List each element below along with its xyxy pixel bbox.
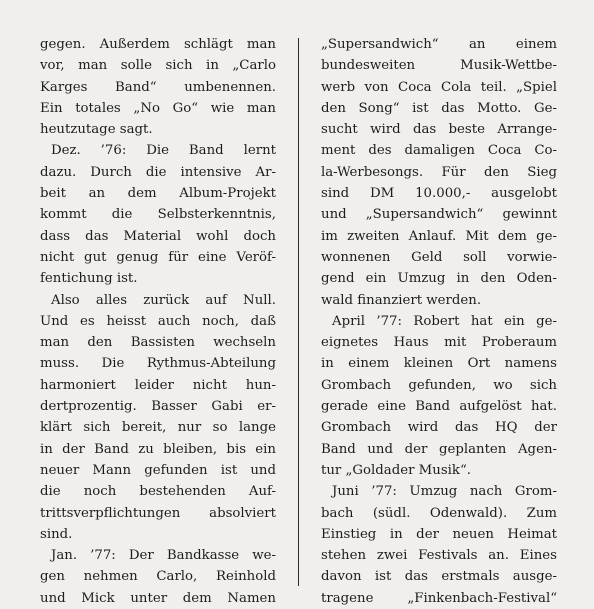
text-line: davon ist das erstmals ausge- <box>321 569 557 585</box>
text-line: fentichung ist. <box>40 271 138 287</box>
text-line: die noch bestehenden Auf- <box>40 484 276 500</box>
text-line: harmoniert leider nicht hun- <box>40 377 276 393</box>
text-line: werb von Coca Cola teil. „Spiel <box>321 79 557 95</box>
left-text-column <box>40 34 276 609</box>
text-line: wonnenen Geld soll vorwie- <box>321 249 557 265</box>
text-line: stehen zwei Festivals an. Eines <box>321 548 557 564</box>
text-line: Karges Band“ umbenennen. <box>40 79 276 95</box>
text-line: Dez. ’76: Die Band lernt <box>51 143 276 159</box>
text-line: bundesweiten Musik-Wettbe- <box>321 58 557 74</box>
text-line: dass das Material wohl doch <box>40 228 276 244</box>
text-line: neuer Mann gefunden ist und <box>40 462 276 478</box>
text-line: vor, man solle sich in „Carlo <box>40 58 276 74</box>
text-line: sind DM 10.000,- ausgelobt <box>321 186 557 202</box>
text-line: im zweiten Anlauf. Mit dem ge- <box>321 228 557 244</box>
text-line: tragene „Finkenbach-Festival“ <box>321 590 557 606</box>
text-line: muss. Die Rythmus-Abteilung <box>40 356 276 372</box>
text-line: Grombach wird das HQ der <box>321 420 557 436</box>
text-line: Also alles zurück auf Null. <box>51 292 276 308</box>
text-line: und „Supersandwich“ gewinnt <box>321 207 557 223</box>
text-line: klärt sich bereit, nur so lange <box>40 420 276 436</box>
text-line: eignetes Haus mit Proberaum <box>321 335 557 351</box>
text-line: man den Bassisten wechseln <box>40 335 276 351</box>
text-line: Band und der geplanten Agen- <box>321 441 557 457</box>
text-line: sucht wird das beste Arrange- <box>321 122 557 138</box>
text-line: Jan. ’77: Der Bandkasse we- <box>51 548 276 564</box>
text-line: ment des damaligen Coca Co- <box>321 143 557 159</box>
text-line: den Song“ ist das Motto. Ge- <box>321 100 557 116</box>
text-line: nicht gut genug für eine Veröf- <box>40 249 276 265</box>
text-line: dertprozentig. Basser Gabi er- <box>40 399 276 415</box>
text-line: kommt die Selbsterkenntnis, <box>40 207 276 223</box>
right-text-column <box>321 34 557 609</box>
text-line: Grombach gefunden, wo sich <box>321 377 557 393</box>
text-line: tur „Goldader Musik“. <box>321 462 471 478</box>
text-line: heutzutage sagt. <box>40 122 153 138</box>
text-line: bach (südl. Odenwald). Zum <box>321 505 557 521</box>
text-line: wald finanziert werden. <box>321 292 482 308</box>
text-line: April ’77: Robert hat ein ge- <box>332 313 557 329</box>
text-line: trittsverpflichtungen absolviert <box>40 505 276 521</box>
text-line: Einstieg in der neuen Heimat <box>321 526 557 542</box>
text-line: dazu. Durch die intensive Ar- <box>40 164 276 180</box>
text-line: gend ein Umzug in den Oden- <box>321 271 557 287</box>
text-line: „Supersandwich“ an einem <box>321 37 557 52</box>
text-line: in einem kleinen Ort namens <box>321 356 557 372</box>
text-line: gegen. Außerdem schlägt man <box>40 37 276 52</box>
text-line: Ein totales „No Go“ wie man <box>40 100 276 116</box>
text-line: und Mick unter dem Namen <box>40 590 276 606</box>
text-line: gerade eine Band aufgelöst hat. <box>321 399 557 415</box>
text-line: la-Werbesongs. Für den Sieg <box>321 164 557 180</box>
text-line: Juni ’77: Umzug nach Grom- <box>332 484 557 500</box>
text-line: Und es heisst auch noch, daß <box>40 313 276 329</box>
text-line: in der Band zu bleiben, bis ein <box>40 441 276 457</box>
text-line: beit an dem Album-Projekt <box>40 186 276 202</box>
text-line: sind. <box>40 526 73 542</box>
text-line: gen nehmen Carlo, Reinhold <box>40 569 276 585</box>
column-divider-rule <box>298 38 299 586</box>
